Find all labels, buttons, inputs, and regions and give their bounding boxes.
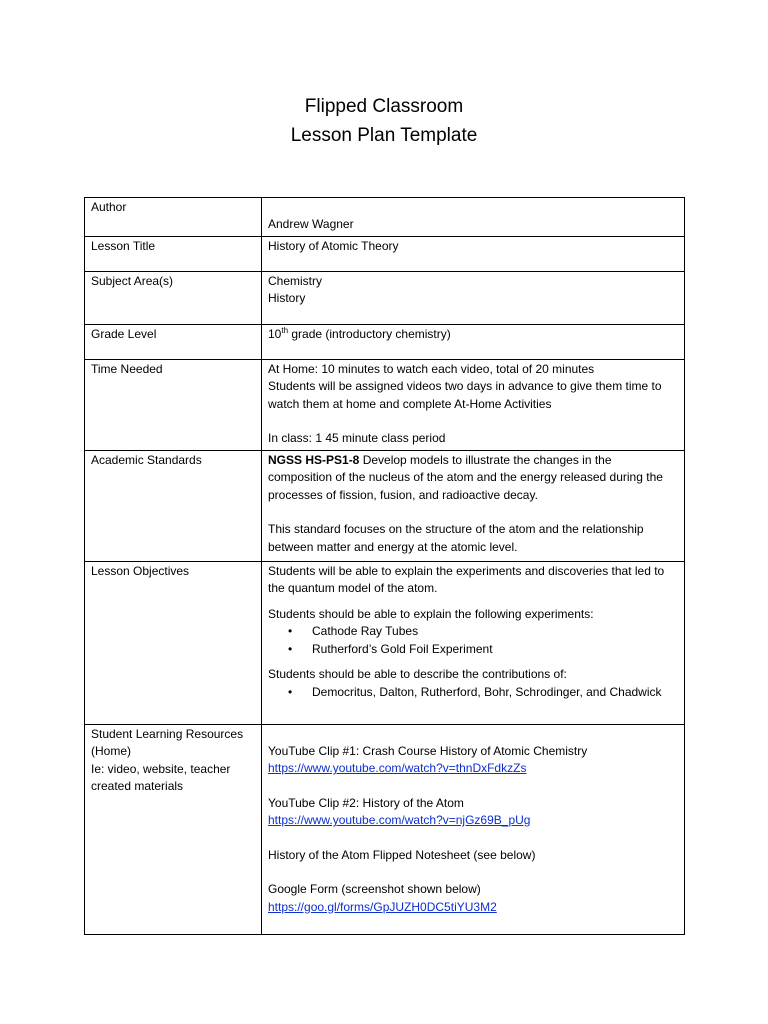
grade-suffix: th <box>281 325 289 335</box>
row-time <box>85 359 685 450</box>
experiments-list <box>268 623 678 658</box>
title-line-1: Flipped Classroom <box>304 96 464 117</box>
lesson-plan-table <box>84 197 685 935</box>
author-cell <box>262 198 685 237</box>
standards-label: Academic Standards <box>85 450 262 561</box>
row-lesson-title <box>85 236 685 271</box>
clip1-link[interactable]: https://www.youtube.com/watch?v=thnDxFdkzZs <box>268 761 527 775</box>
time-cell <box>262 359 685 450</box>
subject-label: Subject Area(s) <box>85 271 262 324</box>
author-value: Andrew Wagner <box>268 217 354 231</box>
contributions-heading: Students should be able to describe the contributions of: <box>268 667 567 681</box>
standards-description: Develop models to illustrate the changes in the composition of the nucleus of the atom and the energy released during the processes of fission, fusion, and radioactive decay. <box>268 452 663 502</box>
standards-text <box>268 452 678 505</box>
grade-label: Grade Level <box>85 324 262 359</box>
clip1-title: YouTube Clip #1: Crash Course History of Atomic Chemistry <box>268 743 588 758</box>
clip2-title: YouTube Clip #2: History of the Atom <box>268 795 464 810</box>
subject-value-1: Chemistry <box>268 273 323 288</box>
lesson-title-value: History of Atomic Theory <box>262 236 685 271</box>
standards-cell <box>262 450 685 561</box>
google-form-link[interactable]: https://goo.gl/forms/GpJUZH0DC5tiYU3M2 <box>268 899 497 914</box>
objectives-intro: Students will be able to explain the experiments and discoveries that led to the quantum model of the atom. <box>268 563 665 595</box>
row-grade <box>85 324 685 359</box>
grade-value <box>262 324 685 359</box>
row-standards <box>85 450 685 561</box>
form-title: Google Form (screenshot shown below) <box>268 882 481 896</box>
experiments-heading: Students should be able to explain the following experiments: <box>268 606 594 621</box>
list-item: • Cathode Ray Tubes <box>312 623 678 641</box>
notesheet-text: History of the Atom Flipped Notesheet (see below) <box>268 847 536 862</box>
clip2-link[interactable]: https://www.youtube.com/watch?v=njGz69B_pUg <box>268 813 531 827</box>
standards-focus: This standard focuses on the structure of the atom and the relationship between matter and energy at the atomic level. <box>268 522 644 554</box>
row-objectives <box>85 561 685 724</box>
time-in-class: In class: 1 45 minute class period <box>268 431 446 445</box>
subject-value-2: History <box>268 291 306 305</box>
grade-number: 10 <box>268 326 282 341</box>
grade-rest: grade (introductory chemistry) <box>288 326 451 341</box>
time-at-home: At Home: 10 minutes to watch each video, total of 20 minutes <box>268 361 595 376</box>
subject-cell <box>262 271 685 324</box>
title-line-2: Lesson Plan Template <box>290 125 478 146</box>
author-label: Author <box>85 198 262 237</box>
standards-code: NGSS HS-PS1-8 <box>268 452 360 467</box>
lesson-title-label: Lesson Title <box>85 236 262 271</box>
time-label: Time Needed <box>85 359 262 450</box>
row-subject <box>85 271 685 324</box>
document-title <box>0 92 768 150</box>
resources-label <box>85 724 262 934</box>
row-author <box>85 198 685 237</box>
objectives-label: Lesson Objectives <box>85 561 262 724</box>
list-item: • Democritus, Dalton, Rutherford, Bohr, Schrodinger, and Chadwick <box>312 684 678 702</box>
resources-label-line-3: Ie: video, website, teacher created materials <box>91 761 231 793</box>
resources-label-line-1: Student Learning Resources <box>91 726 244 741</box>
time-advance-note: Students will be assigned videos two days in advance to give them time to watch them at home and complete At-Home Activities <box>268 379 662 411</box>
row-resources <box>85 724 685 934</box>
objectives-cell <box>262 561 685 724</box>
resources-cell <box>262 724 685 934</box>
resources-label-line-2: (Home) <box>91 744 132 758</box>
contributors-list <box>268 684 678 702</box>
list-item: • Rutherford’s Gold Foil Experiment <box>312 641 678 659</box>
